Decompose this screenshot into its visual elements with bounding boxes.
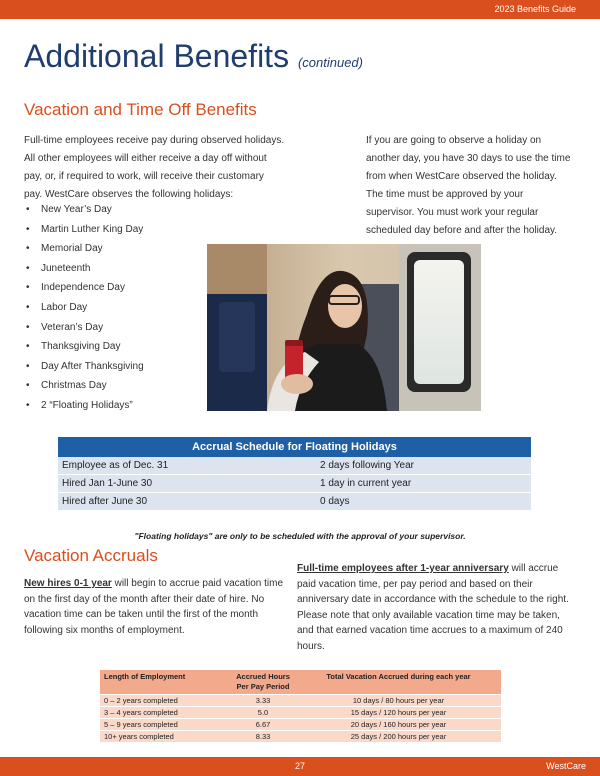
right-line: scheduled day before and after the holiday. [366,225,558,236]
table-row: 5 – 9 years completed 6.67 20 days / 160 hours per year [100,719,501,731]
holiday-item: • Thanksgiving Day [26,341,121,353]
right-line: from when WestCare observed the holiday. [366,171,557,182]
floating-holiday-note: "Floating holidays" are only to be scheduled with the approval of your supervisor. [134,531,466,541]
holiday-item: • Veteran’s Day [26,321,104,333]
table-header-row [100,670,501,695]
train-passenger-photo [207,244,481,411]
right-line: another day, you have 30 days to use the time [366,153,571,164]
header-bar [0,0,600,19]
page-title [24,38,363,75]
vacation-intro [24,132,304,204]
table-row: Hired after June 30 0 days [58,493,531,511]
fulltime-text: will accrue paid vacation time, per pay period and based on their anniversary date in accordance with the schedule to the right. Please note that only available vacation time may be taken, and that earned vacation time accrues to a maximum of 240 hours. [297,563,569,652]
footer-bar [0,757,600,776]
page-number: 27 [294,761,305,771]
floating-schedule-title: Accrual Schedule for Floating Holidays [58,437,531,457]
right-line: The time must be approved by your [366,189,524,200]
holiday-item: • New Year’s Day [26,204,112,215]
right-line: supervisor. You must work your regular [366,207,539,218]
table-row: 10+ years completed 8.33 25 days / 200 hours per year [100,731,501,743]
holiday-item: • Labor Day [26,301,88,313]
table-row: Employee as of Dec. 31 2 days following Year [58,457,531,475]
floating-holiday-schedule [58,437,531,511]
holiday-item: • 2 “Floating Holidays” [26,399,133,411]
vacation-time-off-heading: Vacation and Time Off Benefits [24,100,257,119]
vacation-accrual-table [100,670,501,743]
intro-line: pay. WestCare observes the following holidays: [24,189,234,200]
vacation-accruals-heading: Vacation Accruals [24,546,158,565]
fulltime-paragraph [297,561,577,654]
intro-line: Full-time employees receive pay during observed holidays. [24,135,285,146]
holiday-item: • Christmas Day [26,380,107,392]
holiday-item: • Independence Day [26,282,125,294]
new-hires-paragraph [24,576,292,638]
fulltime-lead: Full-time employees after 1-year anniversary [297,563,509,574]
page-title-main: Additional Benefits [24,38,290,74]
intro-line: pay, or, if required to work, will receive their customary [24,171,264,182]
table-row: Hired Jan 1-June 30 1 day in current year [58,475,531,493]
holiday-list [26,200,144,416]
new-hires-text: will begin to accrue paid vacation time on the first day of the month after their date of hire. No vacation time can be taken until the first of the month following six months of employment. [24,578,284,636]
holiday-item: • Day After Thanksgiving [26,360,144,372]
holiday-item: • Memorial Day [26,243,103,255]
holiday-item: • Juneteenth [26,262,91,274]
column-header: Length of Employment [100,670,230,695]
column-header: Accrued Hours Per Pay Period [230,670,296,695]
right-line: If you are going to observe a holiday on [366,135,542,146]
page-title-continued: (continued) [297,55,363,70]
footer-brand: WestCare [546,761,586,771]
observe-holiday-text [366,132,586,240]
table-row: 0 – 2 years completed 3.33 10 days / 80 hours per year [100,695,501,707]
new-hires-lead: New hires 0-1 year [24,578,112,589]
guide-label: 2023 Benefits Guide [494,4,576,14]
holiday-item: • Martin Luther King Day [26,223,144,235]
column-header: Total Vacation Accrued during each year [296,670,501,695]
table-row: 3 – 4 years completed 5.0 15 days / 120 hours per year [100,707,501,719]
intro-line: All other employees will either receive a day off without [24,153,267,164]
